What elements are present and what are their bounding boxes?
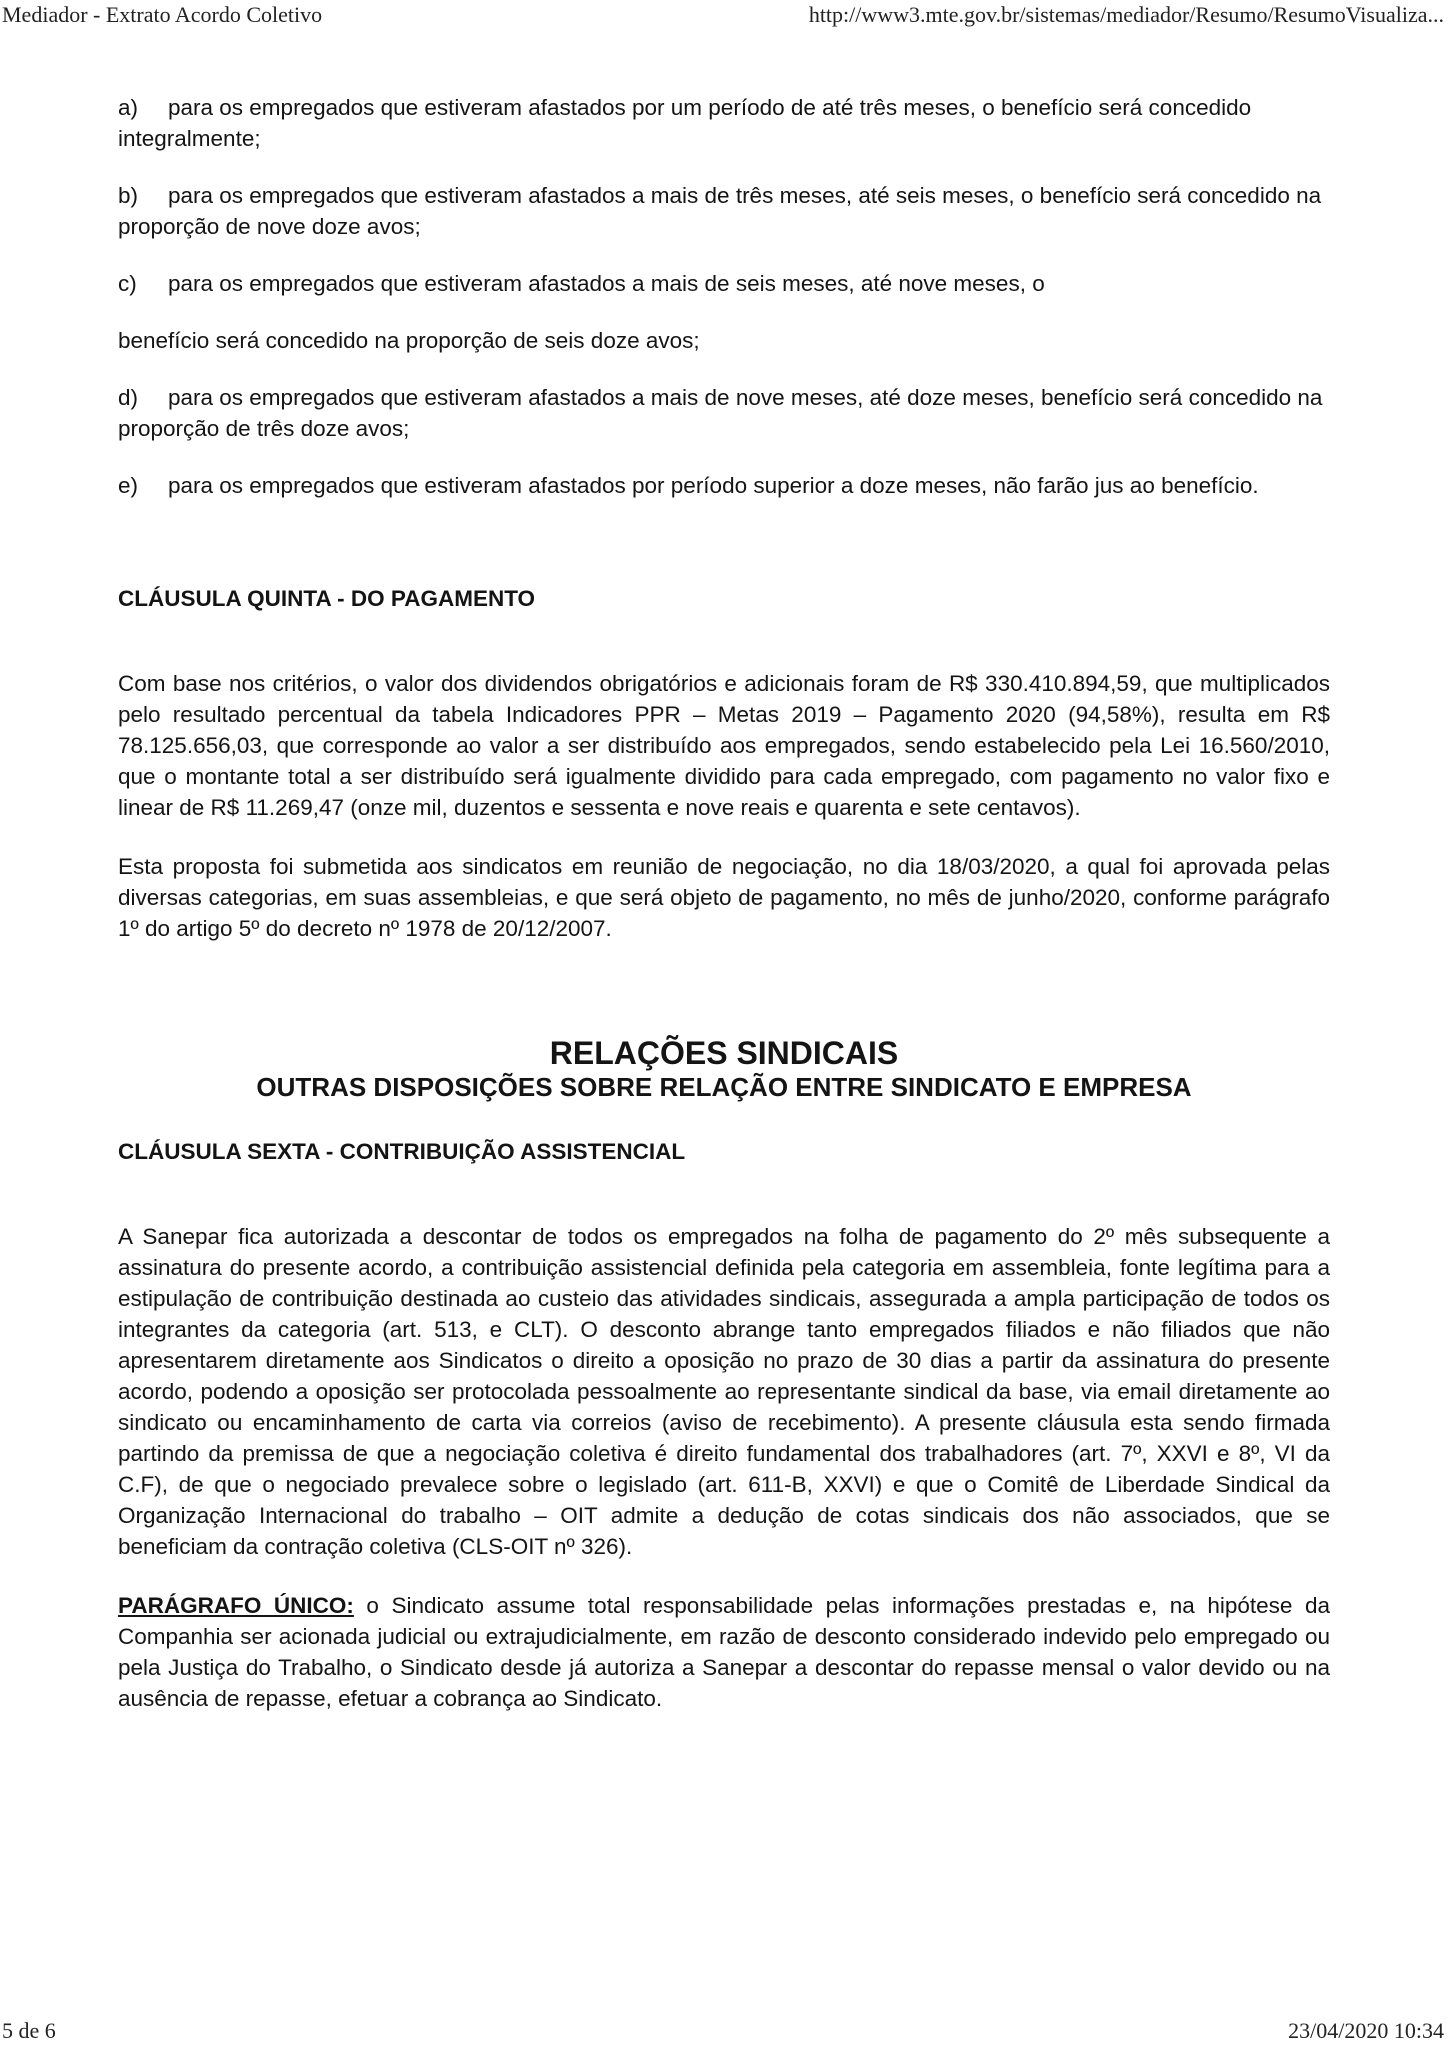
document-title: Mediador - Extrato Acordo Coletivo bbox=[2, 2, 323, 27]
list-item-c-continuation: benefício será concedido na proporção de seis doze avos; bbox=[118, 328, 700, 353]
section-subtitle: OUTRAS DISPOSIÇÕES SOBRE RELAÇÃO ENTRE SINDICATO E EMPRESA bbox=[256, 1072, 1192, 1102]
list-item-b: b) para os empregados que estiveram afastados a mais de três meses, até seis meses, o benefício será concedido na proporção de nove doze avos; bbox=[118, 183, 1322, 239]
list-item-c: c) para os empregados que estiveram afastados a mais de seis meses, até nove meses, o bbox=[118, 271, 1045, 296]
document-body bbox=[118, 92, 1330, 1742]
clause-five-paragraph-1: Com base nos critérios, o valor dos dividendos obrigatórios e adicionais foram de R$ 330.410.894,59, que multiplicados pelo resultado percentual da tabela Indicadores PPR – Metas 2019 – Pagamento 2020 (94,58%), resulta em R$ 78.125.656,03, que corresponde ao valor a ser distribuído aos empregados, sendo estabelecido pela Lei 16.560/2010, que o montante total a ser distribuído será igualmente dividido para cada empregado, com pagamento no valor fixo e linear de R$ 11.269,47 (onze mil, duzentos e sessenta e nove reais e quarenta e sete centavos). bbox=[118, 671, 1330, 820]
list-item-e: e) para os empregados que estiveram afastados por período superior a doze meses, não farão jus ao benefício. bbox=[118, 473, 1259, 498]
sole-paragraph bbox=[118, 1590, 1330, 1714]
clause-five-title: CLÁUSULA QUINTA - DO PAGAMENTO bbox=[118, 586, 536, 611]
print-datetime: 23/04/2020 10:34 bbox=[1288, 2018, 1444, 2043]
sole-paragraph-label: PARÁGRAFO ÚNICO: bbox=[118, 1593, 354, 1618]
page-url: http://www3.mte.gov.br/sistemas/mediador/Resumo/ResumoVisualiza... bbox=[808, 2, 1444, 27]
section-title: RELAÇÕES SINDICAIS bbox=[549, 1035, 899, 1071]
clause-five-paragraph-2: Esta proposta foi submetida aos sindicatos em reunião de negociação, no dia 18/03/2020, a qual foi aprovada pelas diversas categorias, em suas assembleias, e que será objeto de pagamento, no mês de junho/2020, conforme parágrafo 1º do artigo 5º do decreto nº 1978 de 20/12/2007. bbox=[118, 854, 1330, 941]
list-item-d: d) para os empregados que estiveram afastados a mais de nove meses, até doze meses, benefício será concedido na proporção de três doze avos; bbox=[118, 385, 1323, 441]
clause-six-title: CLÁUSULA SEXTA - CONTRIBUIÇÃO ASSISTENCIAL bbox=[118, 1139, 686, 1164]
page-number: 5 de 6 bbox=[2, 2018, 56, 2043]
list-item-a: a) para os empregados que estiveram afastados por um período de até três meses, o benefício será concedido integralmente; bbox=[118, 95, 1252, 151]
sole-paragraph-text: o Sindicato assume total responsabilidade pelas informações prestadas e, na hipótese da Companhia ser acionada judicial ou extrajudicialmente, em razão de desconto considerado indevido pelo empregado ou pela Justiça do Trabalho, o Sindicato desde já autoriza a Sanepar a descontar do repasse mensal o valor devido ou na ausência de repasse, efetuar a cobrança ao Sindicato. bbox=[118, 1593, 1330, 1711]
clause-six-paragraph: A Sanepar fica autorizada a descontar de todos os empregados na folha de pagamento do 2º mês subsequente a assinatura do presente acordo, a contribuição assistencial definida pela categoria em assembleia, fonte legítima para a estipulação de contribuição destinada ao custeio das atividades sindicais, assegurada a ampla participação de todos os integrantes da categoria (art. 513, e CLT). O desconto abrange tanto empregados filiados e não filiados que não apresentarem diretamente aos Sindicatos o direito a oposição no prazo de 30 dias a partir da assinatura do presente acordo, podendo a oposição ser protocolada pessoalmente ao representante sindical da base, via email diretamente ao sindicato ou encaminhamento de carta via correios (aviso de recebimento). A presente cláusula esta sendo firmada partindo da premissa de que a negociação coletiva é direito fundamental dos trabalhadores (art. 7º, XXVI e 8º, VI da C.F), de que o negociado prevalece sobre o legislado (art. 611-B, XXVI) e que o Comitê de Liberdade Sindical da Organização Internacional do trabalho – OIT admite a dedução de cotas sindicais dos não associados, que se beneficiam da contração coletiva (CLS-OIT nº 326). bbox=[118, 1224, 1330, 1559]
